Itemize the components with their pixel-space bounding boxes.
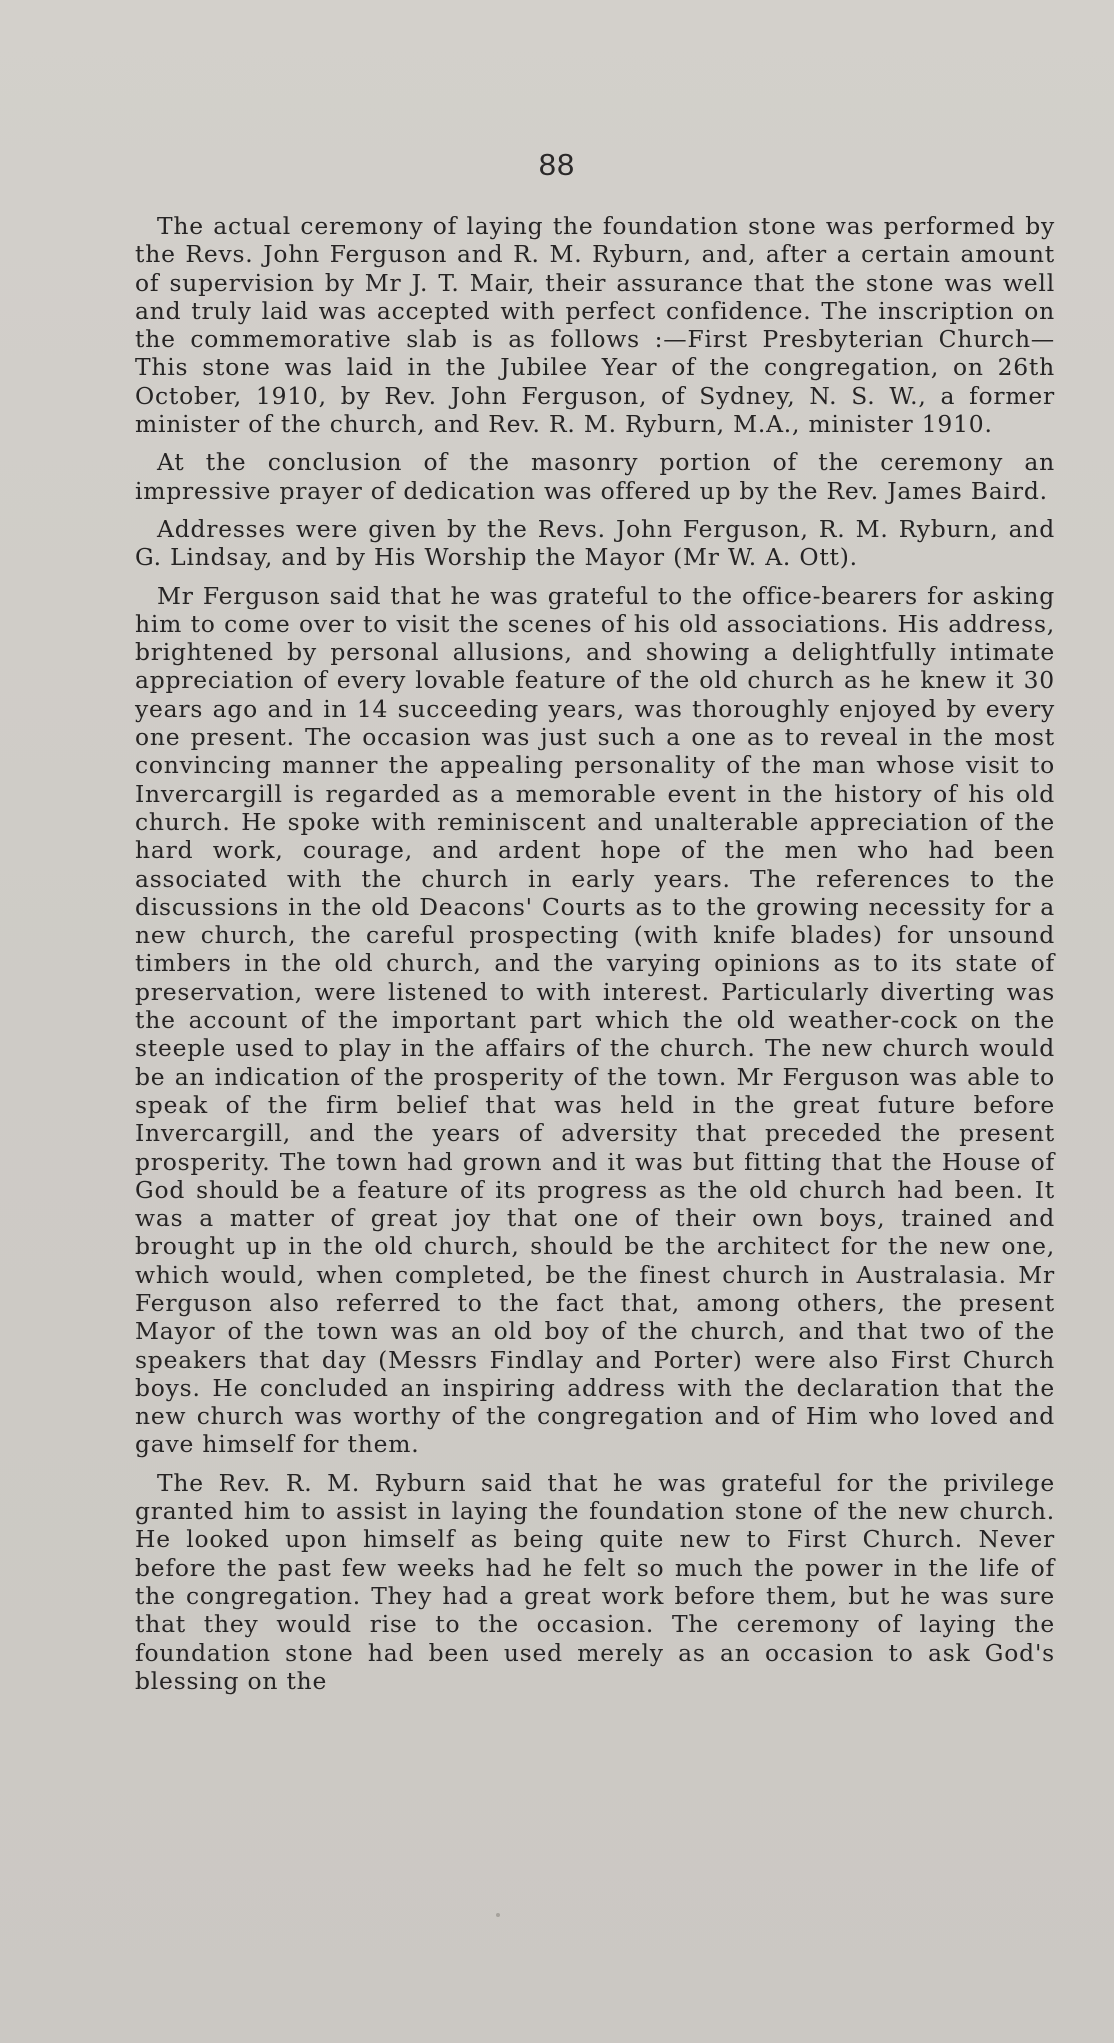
paragraph-addresses: Addresses were given by the Revs. John Ferguson, R. M. Ryburn, and G. Lindsay, and by His Worship the Mayor (Mr W. A. Ott). [135, 514, 1055, 572]
page-number: 88 [538, 147, 576, 182]
paragraph-prayer-dedication: At the conclusion of the masonry portion of the ceremony an impressive prayer of dedication was offered up by the Rev. James Baird. [135, 448, 1055, 505]
paragraph-foundation-ceremony: The actual ceremony of laying the foundation stone was performed by the Revs. John Ferguson and R. M. Ryburn, and, after a certain amount of supervision by Mr J. T. Mair, their assurance that the stone was well and truly laid was accepted with perfect confidence. The inscription on the commemorative slab is as follows :—First Presbyterian Church—This stone was laid in the Jubilee Year of the congregation, on 26th October, 1910, by Rev. John Ferguson, of Sydney, N. S. W., a former minister of the church, and Rev. R. M. Ryburn, M.A., minister 1910. [135, 212, 1055, 439]
paragraph-ferguson-address: Mr Ferguson said that he was grateful to the office-bearers for asking him to come over to visit the scenes of his old associations. His address, brightened by personal allusions, and showing a delightfully intimate appreciation of every lovable feature of the old church as he knew it 30 years ago and in 14 succeeding years, was thoroughly enjoyed by every one present. The occasion was just such a one as to reveal in the most convincing manner the appealing personality of the man whose visit to Invercargill is regarded as a memorable event in the history of his old church. He spoke with reminiscent and unalterable appreciation of the hard work, courage, and ardent hope of the men who had been associated with the church in early years. The references to the discussions in the old Deacons' Courts as to the growing necessity for a new church, the careful prospecting (with knife blades) for unsound timbers in the old church, and the varying opinions as to its state of preservation, were listened to with interest. Particularly diverting was the account of the important part which the old weather-cock on the steeple used to play in the affairs of the church. The new church would be an indication of the prosperity of the town. Mr Ferguson was able to speak of the firm belief that was held in the great future before Invercargill, and the years of adversity that preceded the present prosperity. The town had grown and it was but fitting that the House of God should be a feature of its progress as the old church had been. It was a matter of great joy that one of their own boys, trained and brought up in the old church, should be the architect for the new one, which would, when completed, be the finest church in Australasia. Mr Ferguson also referred to the fact that, among others, the present Mayor of the town was an old boy of the church, and that two of the speakers that day (Messrs Findlay and Porter) were also First Church boys. He concluded an inspiring address with the declaration that the new church was worthy of the congregation and of Him who loved and gave himself for them. [135, 581, 1055, 1459]
paragraph-ryburn-address: The Rev. R. M. Ryburn said that he was grateful for the privilege granted him to assist in laying the foundation stone of the new church. He looked upon himself as being quite new to First Church. Never before the past few weeks had he felt so much the power in the life of the congregation. They had a great work before them, but he was sure that they would rise to the occasion. The ceremony of laying the foundation stone had been used merely as an occasion to ask God's blessing on the [135, 1468, 1055, 1695]
body-text [135, 212, 1055, 1705]
paper-speck [496, 1913, 500, 1917]
